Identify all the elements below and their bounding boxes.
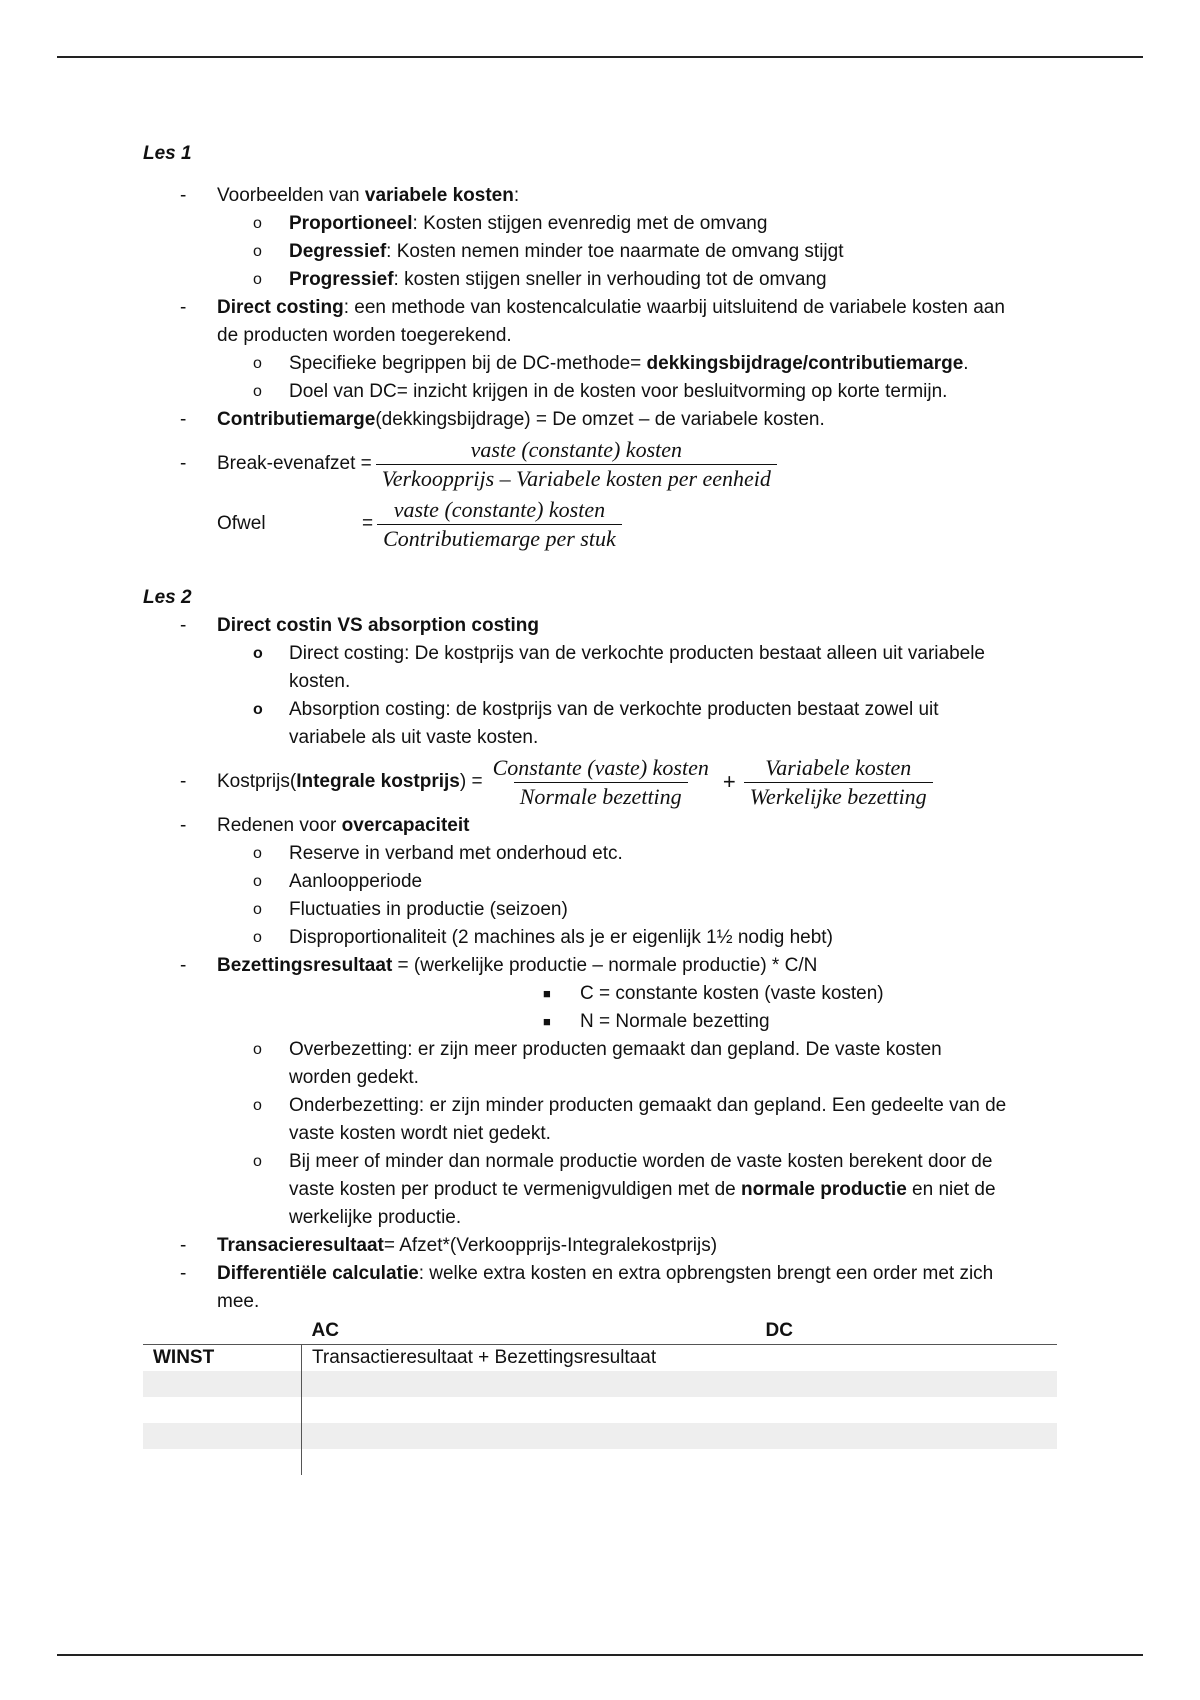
break-even-formula: - Break-evenafzet = $\frac{\text{vaste (constante) kosten}}{\text{Verkoopprijs – Variabele kosten per eenheid}}$	[143, 434, 1063, 494]
bezet-definition: ■ C = constante kosten (vaste kosten)	[543, 983, 884, 1004]
les1-heading: Les 1	[143, 143, 192, 164]
variable-costs-item: - Voorbeelden van variabele kosten:	[180, 185, 520, 206]
kostprijs-fraction-vast: $\frac{\text{Constante (vaste) kosten}}{\text{Normale bezetting}}$	[492, 754, 709, 809]
winst-label: WINST	[143, 1345, 302, 1372]
overbezetting-item-cont: worden gedekt.	[289, 1067, 419, 1088]
overcap-reason: o Disproportionaliteit (2 machines als je er eigenlijk 1½ nodig hebt)	[253, 927, 833, 948]
winst-table	[143, 1318, 1057, 1475]
type-degressief: o Degressief: Kosten nemen minder toe naarmate de omvang stijgt	[253, 241, 844, 262]
overcapaciteit-item: - Redenen voor overcapaciteit	[180, 815, 470, 836]
onderbezetting-item-cont: vaste kosten wordt niet gedekt.	[289, 1123, 551, 1144]
ofwel-fraction: $\frac{\text{vaste (constante) kosten}}{\text{Contributiemarge per stuk}}$	[377, 496, 622, 553]
normale-productie-item-cont2: werkelijke productie.	[289, 1207, 462, 1228]
differentiele-calculatie-item-cont: mee.	[217, 1291, 260, 1312]
table-row	[143, 1423, 1057, 1449]
bezettingsresultaat-item: - Bezettingsresultaat = (werkelijke productie – normale productie) * C/N	[180, 955, 818, 976]
table-header-blank	[143, 1318, 302, 1345]
table-row	[143, 1371, 1057, 1397]
transactieresultaat-item: - Transacieresultaat= Afzet*(Verkoopprijs-Integralekostprijs)	[180, 1235, 718, 1256]
dc-sub-begrippen: o Specifieke begrippen bij de DC-methode= dekkingsbijdrage/contributiemarge.	[253, 353, 969, 374]
kostprijs-fraction-variabel: $\frac{\text{Variabele kosten}}{\text{Werkelijke bezetting}}$	[744, 754, 933, 811]
type-progressief: o Progressief: kosten stijgen sneller in verhouding tot de omvang	[253, 269, 827, 290]
bezet-definition: ■ N = Normale bezetting	[543, 1011, 770, 1032]
onderbezetting-item: o Onderbezetting: er zijn minder producten gemaakt dan gepland. Een gedeelte van de	[253, 1095, 1007, 1116]
overcap-reason: o Reserve in verband met onderhoud etc.	[253, 843, 623, 864]
direct-costing-item: - Direct costing: een methode van kostencalculatie waarbij uitsluitend de variabele kosten aan	[180, 297, 1005, 318]
differentiele-calculatie-item: - Differentiële calculatie: welke extra kosten en extra opbrengsten brengt een order met zich	[180, 1263, 994, 1284]
dc-vs-ac-item: - Direct costin VS absorption costing	[180, 615, 539, 636]
type-proportioneel: o Proportioneel: Kosten stijgen evenredig met de omvang	[253, 213, 768, 234]
table-row	[143, 1345, 1057, 1372]
table-header-ac: AC	[311, 1320, 339, 1341]
table-header-row	[143, 1318, 1057, 1345]
les2-heading: Les 2	[143, 587, 192, 608]
kostprijs-formula: - Kostprijs(Integrale kostprijs) = $\frac{\text{Constante (vaste) kosten}}{\text{Normale bezetting}}$ + $\frac{\text{Variabele kosten}}{\text{Werkelijke bezetting}}$	[143, 752, 1063, 812]
table-row	[143, 1449, 1057, 1475]
ac-definition-cont: variabele als uit vaste kosten.	[289, 727, 539, 748]
dc-definition-cont: kosten.	[289, 671, 351, 692]
header-rule	[57, 56, 1143, 58]
contributiemarge-item: - Contributiemarge(dekkingsbijdrage) = De omzet – de variabele kosten.	[180, 409, 825, 430]
normale-productie-item-cont: vaste kosten per product te vermenigvuldigen met de normale productie en niet de	[289, 1179, 996, 1200]
ofwel-formula: Ofwel = $\frac{\text{vaste (constante) kosten}}{\text{Contributiemarge per stuk}}$	[143, 494, 1063, 554]
table-row	[143, 1397, 1057, 1423]
overcap-reason: o Fluctuaties in productie (seizoen)	[253, 899, 568, 920]
overcap-reason: o Aanloopperiode	[253, 871, 423, 892]
normale-productie-item: o Bij meer of minder dan normale productie worden de vaste kosten berekent door de	[253, 1151, 993, 1172]
footer-rule	[57, 1654, 1143, 1656]
table-header-dc: DC	[765, 1320, 793, 1341]
dc-definition: o Direct costing: De kostprijs van de verkochte producten bestaat alleen uit variabele	[253, 643, 985, 664]
ac-definition: o Absorption costing: de kostprijs van de verkochte producten bestaat zowel uit	[253, 699, 939, 720]
document-page	[143, 140, 1063, 1475]
break-even-fraction: $\frac{\text{vaste (constante) kosten}}{\text{Verkoopprijs – Variabele kosten per eenheid}}$	[376, 436, 777, 493]
dc-sub-doel: o Doel van DC= inzicht krijgen in de kosten voor besluitvorming op korte termijn.	[253, 381, 948, 402]
winst-ac-value: Transactieresultaat + Bezettingsresultaat	[312, 1347, 657, 1368]
direct-costing-item-cont: de producten worden toegerekend.	[217, 325, 512, 346]
overbezetting-item: o Overbezetting: er zijn meer producten gemaakt dan gepland. De vaste kosten	[253, 1039, 942, 1060]
